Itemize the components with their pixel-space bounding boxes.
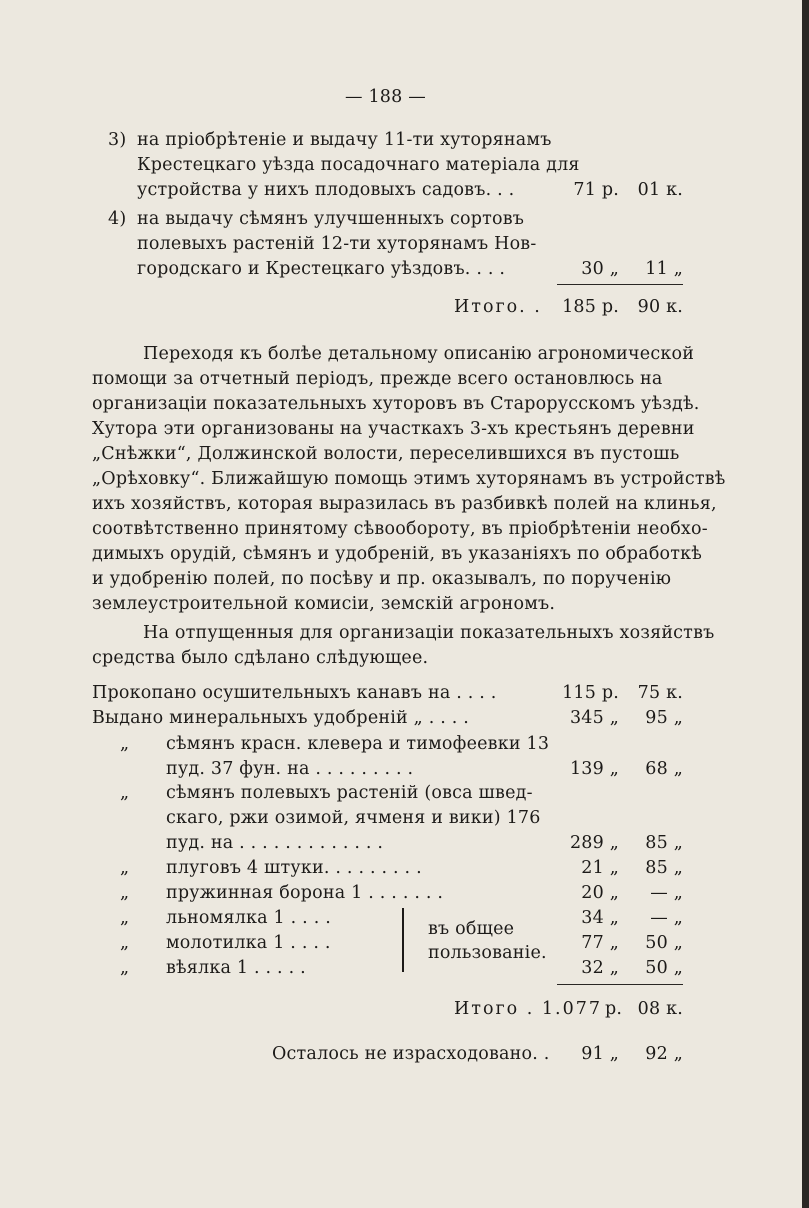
- amount-rubles: 139 „: [569, 759, 619, 779]
- expense-line: вѣялка 1 . . . . .: [166, 958, 306, 978]
- expense-line: пуд. 37 фун. на . . . . . . . . .: [166, 759, 414, 779]
- amount-rubles: 32 „: [581, 958, 619, 978]
- remaining-kopeks: 92 „: [645, 1044, 683, 1064]
- item-line: Крестецкаго уѣзда посадочнаго матеріала для: [137, 155, 580, 175]
- amount-rubles: 21 „: [581, 858, 619, 878]
- amount-rubles: 34 „: [581, 908, 619, 928]
- amount-rubles: 30 „: [581, 259, 619, 279]
- amount-kopeks: 68 „: [645, 759, 683, 779]
- item-marker: 3): [108, 130, 127, 150]
- amount-rubles: 77 „: [581, 933, 619, 953]
- expense-line: сѣмянъ полевыхъ растеній (овса швед-: [166, 783, 533, 803]
- remaining-label: Осталось не израсходовано. .: [272, 1044, 550, 1064]
- amount-rubles: 71 р.: [573, 180, 619, 200]
- paragraph-line: землеустроительной комисіи, земскій агрономъ.: [92, 594, 556, 614]
- grouping-brace: [402, 908, 404, 972]
- expense-line: пуд. на . . . . . . . . . . . . .: [166, 833, 384, 853]
- shared-use-note: пользованіе.: [428, 943, 547, 963]
- total-kopeks: 90 к.: [637, 297, 683, 317]
- paragraph-line: Переходя къ болѣе детальному описанію агрономической: [143, 344, 695, 364]
- paragraph-line: ихъ хозяйствъ, которая выразилась въ разбивкѣ полей на клинья,: [92, 494, 717, 514]
- ditto-mark: „: [120, 883, 130, 903]
- ditto-mark: „: [120, 858, 130, 878]
- item-line: полевыхъ растеній 12-ти хуторянамъ Нов-: [137, 234, 537, 254]
- item-marker: 4): [108, 209, 127, 229]
- amount-kopeks: 85 „: [645, 833, 683, 853]
- expense-line: пружинная борона 1 . . . . . . .: [166, 883, 444, 903]
- total-label: Итого. .: [454, 297, 542, 317]
- sum-rule: [557, 284, 683, 285]
- paragraph-line: На отпущенныя для организаціи показательныхъ хозяйствъ: [143, 623, 715, 643]
- amount-rubles: 20 „: [581, 883, 619, 903]
- page-edge: [802, 0, 809, 1208]
- amount-kopeks: 95 „: [645, 708, 683, 728]
- amount-kopeks: — „: [650, 883, 683, 903]
- expense-line: плуговъ 4 штуки. . . . . . . . .: [166, 858, 422, 878]
- expense-line: Прокопано осушительныхъ канавъ на . . . .: [92, 683, 497, 703]
- ditto-mark: „: [120, 958, 130, 978]
- paragraph-line: организаціи показательныхъ хуторовъ въ Старорусскомъ уѣздѣ.: [92, 394, 700, 414]
- total-rubles: 185 р.: [562, 297, 619, 317]
- expense-line: молотилка 1 . . . .: [166, 933, 331, 953]
- paragraph-line: и удобренію полей, по посѣву и пр. оказывалъ, по порученію: [92, 569, 672, 589]
- amount-kopeks: 85 „: [645, 858, 683, 878]
- item-line: на пріобрѣтеніе и выдачу 11-ти хуторянамъ: [137, 130, 552, 150]
- remaining-rubles: 91 „: [581, 1044, 619, 1064]
- paragraph-line: помощи за отчетный періодъ, прежде всего остановлюсь на: [92, 369, 663, 389]
- page-number: — 188 —: [345, 87, 426, 107]
- expense-line: скаго, ржи озимой, ячменя и вики) 176: [166, 808, 541, 828]
- total-kopeks: 08 к.: [637, 999, 683, 1019]
- paragraph-line: димыхъ орудій, сѣмянъ и удобреній, въ указаніяхъ по обработкѣ: [92, 544, 703, 564]
- item-line: городскаго и Крестецкаго уѣздовъ. . . .: [137, 259, 506, 279]
- amount-rubles: 345 „: [569, 708, 619, 728]
- paragraph-line: „Орѣховку“. Ближайшую помощь этимъ хуторянамъ въ устройствѣ: [92, 469, 726, 489]
- paragraph-line: соотвѣтственно принятому сѣвообороту, въ пріобрѣтеніи необхо-: [92, 519, 708, 539]
- amount-kopeks: 50 „: [645, 958, 683, 978]
- sum-rule: [557, 984, 683, 985]
- ditto-mark: „: [120, 734, 130, 754]
- amount-rubles: 115 р.: [562, 683, 619, 703]
- amount-kopeks: 75 к.: [637, 683, 683, 703]
- amount-rubles: 289 „: [569, 833, 619, 853]
- item-line: устройства у нихъ плодовыхъ садовъ. . .: [137, 180, 515, 200]
- expense-line: льномялка 1 . . . .: [166, 908, 331, 928]
- amount-kopeks: 50 „: [645, 933, 683, 953]
- total-rubles: р.: [605, 999, 623, 1019]
- expense-line: сѣмянъ красн. клевера и тимофеевки 13: [166, 734, 550, 754]
- paragraph-line: Хутора эти организованы на участкахъ 3-хъ крестьянъ деревни: [92, 419, 695, 439]
- amount-kopeks: — „: [650, 908, 683, 928]
- amount-kopeks: 01 к.: [637, 180, 683, 200]
- paragraph-line: средства было сдѣлано слѣдующее.: [92, 648, 429, 668]
- item-line: на выдачу сѣмянъ улучшенныхъ сортовъ: [137, 209, 525, 229]
- ditto-mark: „: [120, 933, 130, 953]
- shared-use-note: въ общее: [428, 919, 515, 939]
- ditto-mark: „: [120, 908, 130, 928]
- ditto-mark: „: [120, 783, 130, 803]
- total-label: Итого . 1.077: [454, 999, 602, 1019]
- expense-line: Выдано минеральныхъ удобреній „ . . . .: [92, 708, 470, 728]
- amount-kopeks: 11 „: [645, 259, 683, 279]
- paragraph-line: „Снѣжки“, Должинской волости, переселившихся въ пустошь: [92, 444, 680, 464]
